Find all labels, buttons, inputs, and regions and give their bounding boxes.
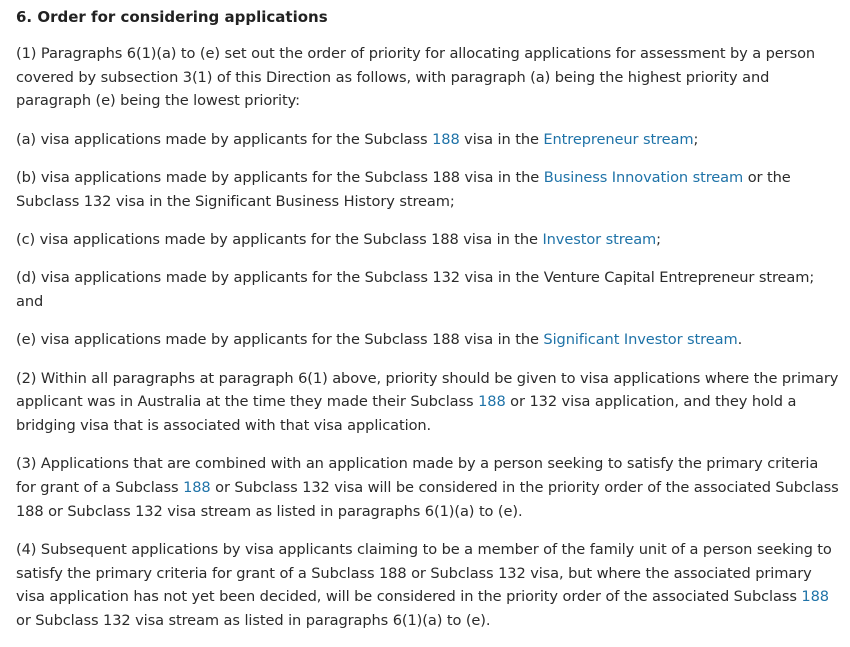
paragraph-text: ; [693, 130, 699, 148]
paragraph-text: or the Subclass 132 visa in the Significant Business History stream; [16, 169, 791, 210]
paragraph-text: or Subclass 132 visa stream as listed in paragraphs 6(1)(a) to (e). [16, 612, 491, 630]
paragraph-text: visa in the [459, 130, 544, 148]
paragraph-text: (c) visa applications made by applicants for the Subclass 188 visa in the [16, 231, 543, 248]
link-subclass-188[interactable]: 188 [432, 130, 460, 148]
paragraph-text: (3) Applications that are combined with an application made by a person seeking to satisfy the primary criteria for grant of a Subclass [16, 455, 819, 496]
paragraph [16, 266, 842, 313]
paragraph [16, 128, 842, 152]
document-section [16, 6, 842, 647]
paragraph [16, 538, 842, 633]
paragraph-text: (a) visa applications made by applicants for the Subclass [16, 130, 433, 148]
paragraph [16, 452, 842, 523]
paragraph-text: (b) visa applications made by applicants for the Subclass 188 visa in the [16, 169, 544, 186]
paragraph-text: . [737, 331, 743, 349]
paragraph-text: ; [656, 231, 661, 248]
paragraph-text: or 132 visa application, and they hold a bridging visa that is associated with that visa application. [16, 393, 797, 434]
link-significant-investor-stream[interactable]: Significant Investor stream [543, 331, 738, 349]
paragraph [16, 228, 842, 252]
paragraph-text: (e) visa applications made by applicants for the Subclass 188 visa in the [16, 331, 544, 349]
section-body [16, 42, 842, 633]
paragraph [16, 367, 842, 438]
paragraph [16, 328, 842, 352]
paragraph-text: (1) Paragraphs 6(1)(a) to (e) set out the order of priority for allocating applications for assessment by a person covered by subsection 3(1) of this Direction as follows, with paragraph (a) being the highest priority and paragraph (e) being the lowest priority: [16, 45, 816, 110]
paragraph [16, 166, 842, 213]
paragraph-text: (d) visa applications made by applicants for the Subclass 132 visa in the Venture Capital Entrepreneur stream; and [16, 269, 815, 310]
paragraph-text: or Subclass 132 visa will be considered in the priority order of the associated Subclass 188 or Subclass 132 visa stream as listed in paragraphs 6(1)(a) to (e). [16, 479, 839, 520]
link-investor-stream[interactable]: Investor stream [542, 231, 657, 248]
link-subclass-188[interactable]: 188 [478, 393, 506, 411]
link-entrepreneur-stream[interactable]: Entrepreneur stream [543, 130, 694, 148]
paragraph-text: (4) Subsequent applications by visa applicants claiming to be a member of the family unit of a person seeking to satisfy the primary criteria for grant of a Subclass 188 or Subclass 132 visa, but where the associated primary visa application has not yet been decided, will be considered in the priority order of the associated Subclass [16, 541, 832, 606]
link-subclass-188[interactable]: 188 [183, 479, 211, 496]
paragraph [16, 42, 842, 113]
paragraph-text: (2) Within all paragraphs at paragraph 6(1) above, priority should be given to visa applications where the primary applicant was in Australia at the time they made their Subclass [16, 369, 839, 411]
link-subclass-188[interactable]: 188 [801, 588, 829, 606]
link-business-innovation-stream[interactable]: Business Innovation stream [543, 169, 744, 186]
section-title: 6. Order for considering applications [16, 8, 328, 26]
